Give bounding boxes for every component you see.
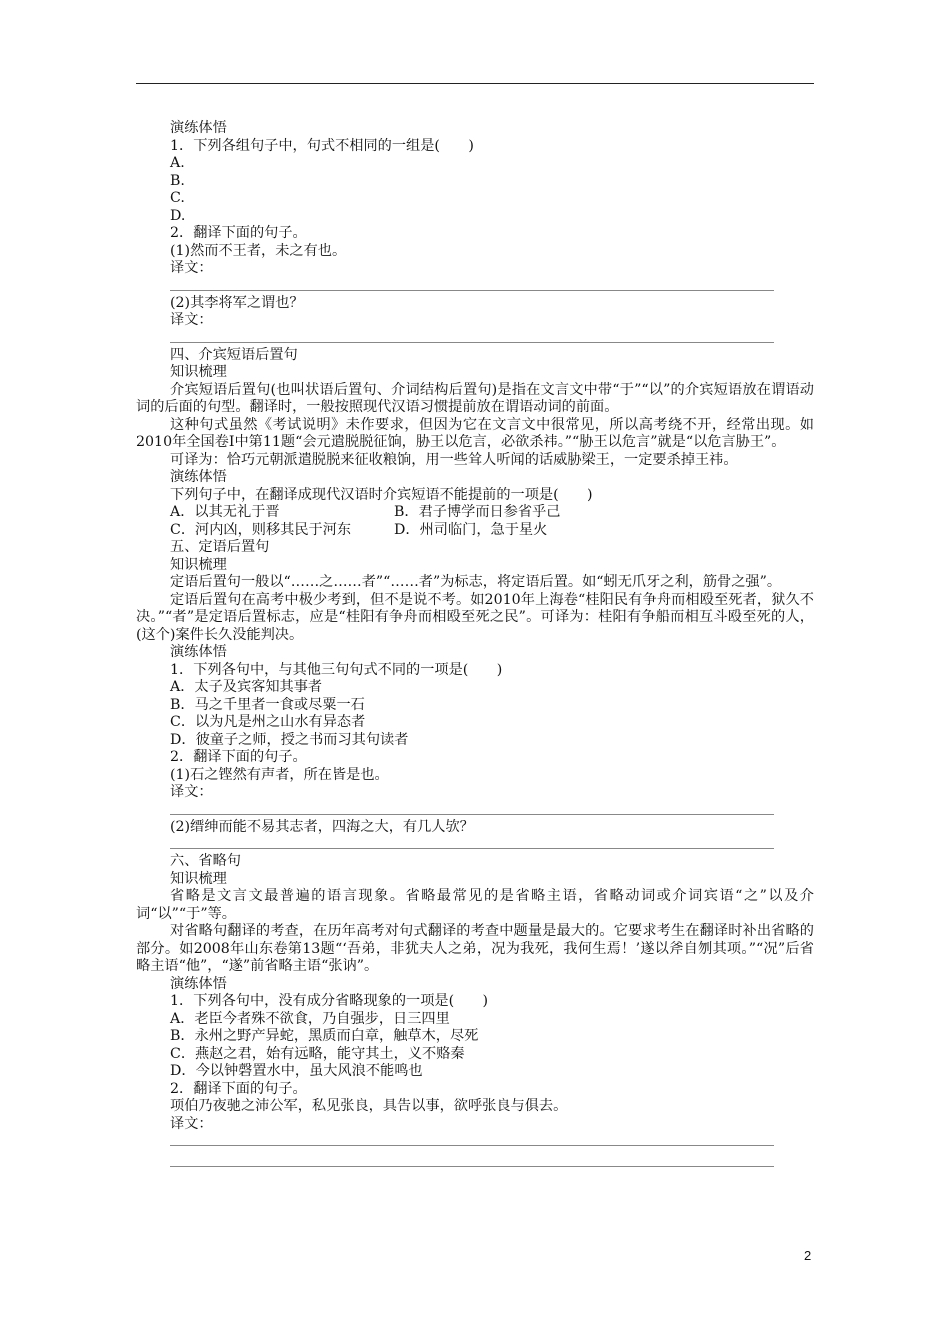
option: B．永州之野产异蛇，黑质而白章，触草木，尽死: [170, 1028, 479, 1044]
sub-question: (2)缙绅而能不易其志者，四海之大，有几人欤？: [170, 818, 474, 835]
question: 2．翻译下面的句子。: [170, 225, 307, 241]
sub-question: 项伯乃夜驰之沛公军，私见张良，具告以事，欲呼张良与俱去。: [170, 1098, 568, 1114]
answer-line: [170, 1166, 774, 1167]
section-title: 五、定语后置句: [170, 539, 270, 555]
option: A．老臣今者殊不欲食，乃自强步，日三四里: [170, 1010, 450, 1027]
paragraph: 对省略句翻译的考查，在历年高考对句式翻译的考查中题量是最大的。它要求考生在翻译时补出省略的部分。如2008年山东卷第13题“‘吾弟，非犹夫人之弟，况为我死，我何生焉！’遂以斧自刎其项。”“况”后省略主语“他”，“遂”前省略主语“张讷”。: [136, 923, 814, 974]
options-row: [136, 504, 814, 522]
answer-label: 译文：: [170, 784, 213, 800]
paragraph: 介宾短语后置句(也叫状语后置句、介词结构后置句)是指在文言文中带“于”“以”的介宾短语放在谓语动词的后面的句型。翻译时，一般按照现代汉语习惯提前放在谓语动词的前面。: [136, 381, 814, 415]
section-heading: 知识梳理: [170, 556, 227, 573]
answer-line: [170, 290, 774, 291]
section-heading: 演练体悟: [170, 469, 227, 485]
paragraph: 可译为：恰巧元朝派遣脱脱来征收粮饷，用一些耸人听闻的话威胁梁王，一定要杀掉王祎。: [170, 451, 738, 468]
option: B．马之千里者一食或尽粟一石: [170, 696, 365, 713]
section-heading: 知识梳理: [170, 364, 227, 380]
sub-question: (1)然而不王者，未之有也。: [170, 242, 347, 259]
option: D．彼童子之师，授之书而习其句读者: [170, 731, 409, 748]
section-heading: 知识梳理: [170, 870, 227, 887]
section-title: 六、省略句: [170, 853, 241, 869]
question: 下列句子中，在翻译成现代汉语时介宾短语不能提前的一项是( ): [170, 486, 593, 503]
section-heading: 演练体悟: [170, 975, 227, 992]
answer-label: 译文：: [170, 312, 213, 328]
option: C.: [170, 190, 185, 206]
paragraph: 定语后置句一般以“……之……者”“……者”为标志，将定语后置。如“蚓无爪牙之利，筋骨之强”。: [170, 574, 782, 590]
section-heading: 演练体悟: [170, 120, 227, 136]
option: B.: [170, 172, 185, 189]
option: C．燕赵之君，始有远略，能守其土，义不赂秦: [170, 1045, 465, 1062]
answer-line: [170, 1145, 774, 1146]
answer-line: [170, 342, 774, 343]
sub-question: (1)石之铿然有声者，所在皆是也。: [170, 766, 389, 783]
option: D.: [170, 207, 186, 224]
question: 1．下列各句中，与其他三句句式不同的一项是( ): [170, 661, 503, 678]
answer-line: [170, 848, 774, 849]
option: A．以其无礼于晋: [170, 504, 280, 520]
option: A.: [170, 155, 185, 171]
paragraph: 省略是文言文最普遍的语言现象。省略最常见的是省略主语，省略动词或介词宾语“之”以及介词“以”“于”等。: [136, 888, 814, 922]
section-title: 四、介宾短语后置句: [170, 346, 298, 363]
page-number: 2: [804, 1248, 812, 1263]
answer-label: 译文：: [170, 260, 213, 276]
options-row: [136, 522, 814, 540]
question: 1．下列各句中，没有成分省略现象的一项是( ): [170, 993, 489, 1009]
question: 2．翻译下面的句子。: [170, 749, 307, 765]
page-content: [136, 120, 814, 1171]
paragraph: 定语后置句在高考中极少考到，但不是说不考。如2010年上海卷“桂阳民有争舟而相殴至死者，狱久不决。”“者”是定语后置标志，应是“桂阳有争舟而相殴至死之民”。可译为：桂阳有争船而相互斗殴至死的人，(这个)案件长久没能判决。: [136, 591, 814, 643]
option: C．河内凶，则移其民于河东: [170, 521, 352, 538]
option: B．君子博学而日参省乎己: [394, 504, 561, 520]
question: 1．下列各组句子中，句式不相同的一组是( ): [170, 137, 474, 154]
header-rule: [136, 83, 814, 84]
section-heading: 演练体悟: [170, 644, 227, 660]
option: D．州司临门，急于星火: [394, 521, 548, 538]
answer-line: [170, 814, 774, 815]
paragraph: 这种句式虽然《考试说明》未作要求，但因为它在文言文中很常见，所以高考绕不开，经常出现。如2010年全国卷Ⅰ中第11题“会元遣脱脱征饷，胁王以危言，必欲杀祎。”“胁王以危言”就是“以危言胁王”。: [136, 416, 814, 450]
option: A．太子及宾客知其事者: [170, 679, 323, 695]
sub-question: (2)其李将军之谓也？: [170, 294, 304, 311]
option: C．以为凡是州之山水有异态者: [170, 714, 366, 730]
answer-label: 译文：: [170, 1115, 213, 1132]
question: 2．翻译下面的句子。: [170, 1080, 307, 1097]
option: D．今以钟磬置水中，虽大风浪不能鸣也: [170, 1063, 423, 1079]
